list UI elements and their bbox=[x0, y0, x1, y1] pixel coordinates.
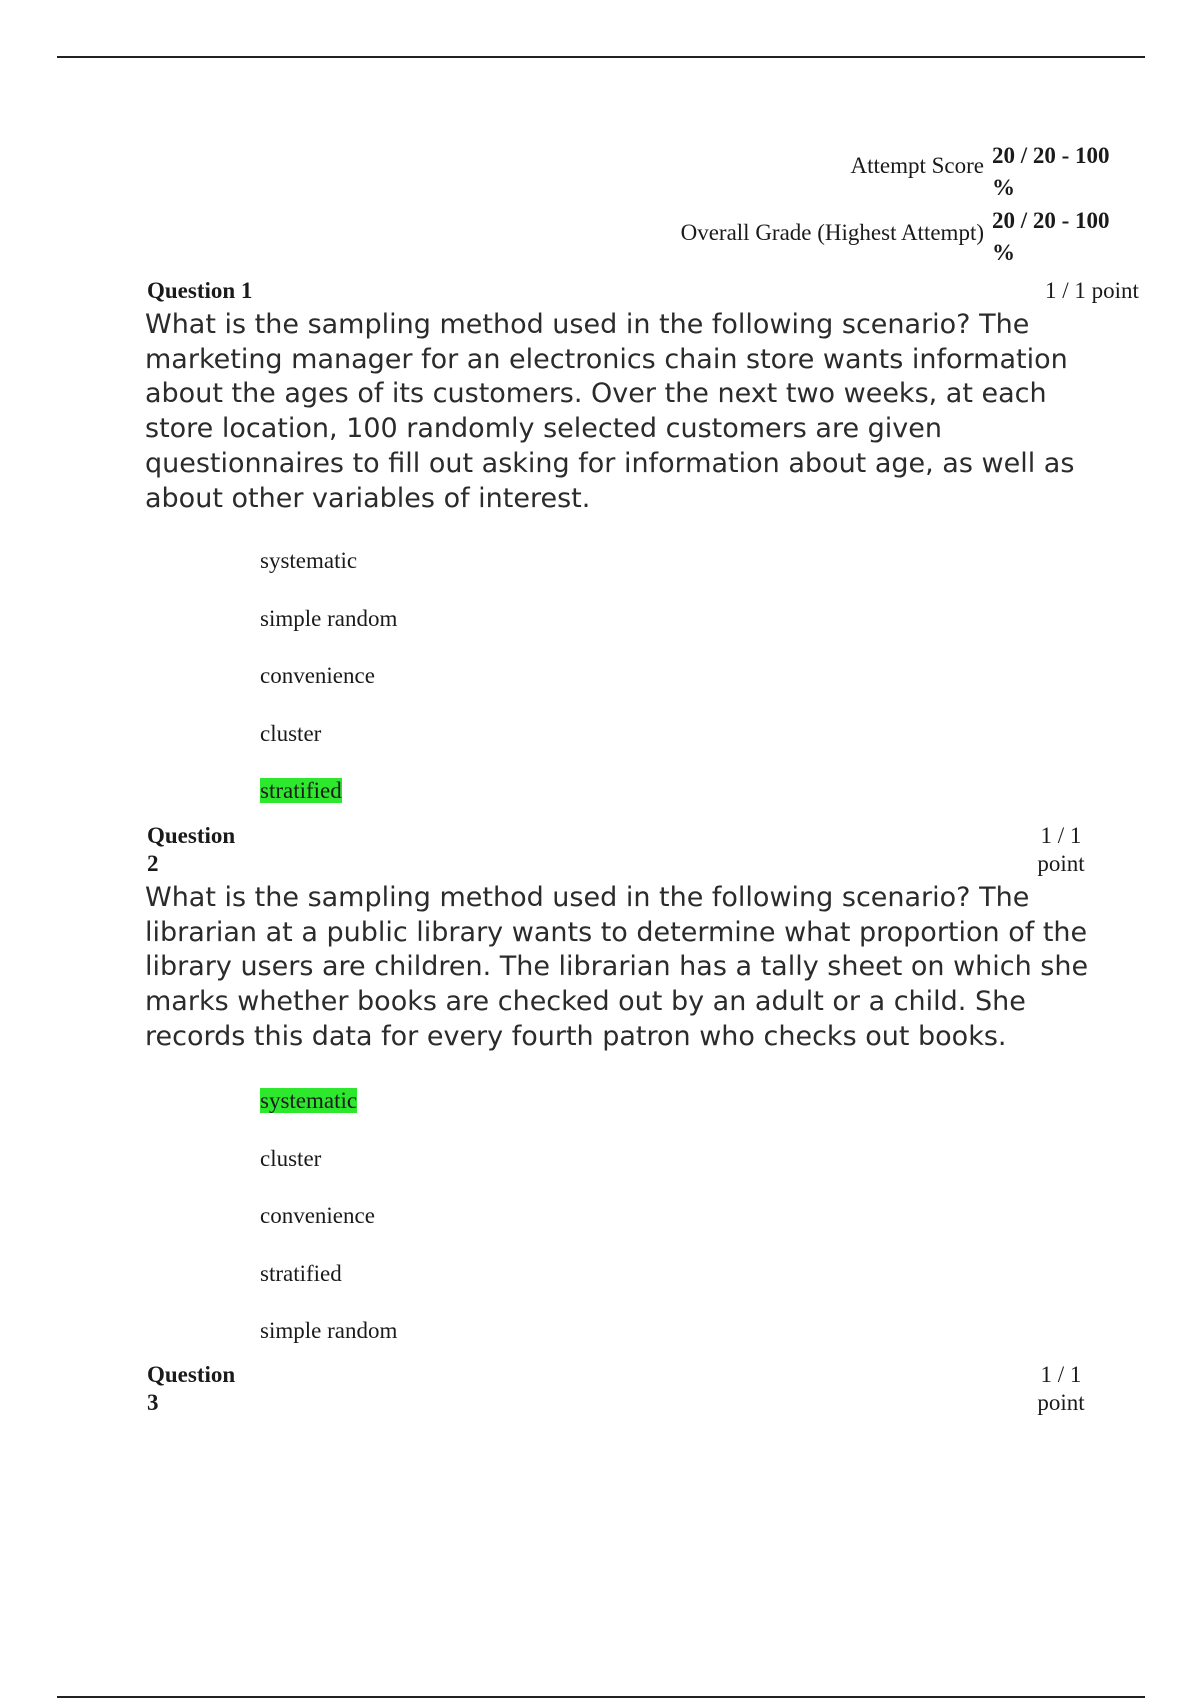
question-3-title-line2: 3 bbox=[147, 1390, 159, 1415]
bottom-rule bbox=[57, 1696, 1145, 1698]
option-label: convenience bbox=[260, 1203, 375, 1228]
attempt-score-label: Attempt Score bbox=[850, 153, 984, 178]
top-rule bbox=[57, 56, 1145, 58]
question-3-points-line2: point bbox=[1037, 1390, 1085, 1415]
overall-grade-value bbox=[992, 205, 1132, 269]
question-2-title-line2: 2 bbox=[147, 851, 159, 876]
attempt-score-value-line2: % bbox=[992, 175, 1015, 200]
question-3-title bbox=[147, 1361, 235, 1417]
question-1-option[interactable] bbox=[260, 662, 397, 720]
question-2-option[interactable] bbox=[260, 1317, 397, 1375]
option-label: simple random bbox=[260, 1318, 398, 1343]
option-label: stratified bbox=[260, 1260, 342, 1286]
question-3-title-line1: Question bbox=[147, 1362, 236, 1387]
question-2-option[interactable] bbox=[260, 1145, 397, 1203]
question-2-options bbox=[260, 1087, 397, 1375]
selected-answer-highlight: systematic bbox=[260, 1088, 358, 1113]
question-2-option-selected[interactable] bbox=[260, 1087, 397, 1145]
question-1-text: What is the sampling method used in the following scenario? The marketing manager for an electronics chain store wants information about the ages of its customers. Over the next two weeks, at each store location, 100 randomly selected customers are given questionnaires to fill out asking for information about age, as well as about other variables of interest. bbox=[145, 309, 1075, 514]
question-3-points-line1: 1 / 1 bbox=[1040, 1362, 1082, 1387]
selected-answer-highlight: stratified bbox=[260, 778, 342, 803]
question-2-points-line1: 1 / 1 bbox=[1040, 823, 1082, 848]
option-label: systematic bbox=[260, 548, 358, 573]
option-label: cluster bbox=[260, 720, 322, 746]
question-2-title-line1: Question bbox=[147, 823, 236, 848]
question-2-option[interactable] bbox=[260, 1202, 397, 1260]
question-1-title: Question 1 bbox=[147, 278, 253, 303]
option-label: convenience bbox=[260, 663, 375, 688]
question-1-options bbox=[260, 547, 397, 835]
question-2-option[interactable] bbox=[260, 1260, 397, 1318]
question-1-option[interactable] bbox=[260, 547, 397, 605]
attempt-score-value-line1: 20 / 20 - 100 bbox=[992, 143, 1110, 168]
question-1-option-selected[interactable] bbox=[260, 777, 397, 835]
question-3-points bbox=[1025, 1361, 1097, 1417]
attempt-score-value bbox=[992, 140, 1132, 204]
overall-grade-label: Overall Grade (Highest Attempt) bbox=[680, 220, 984, 245]
question-2-text: What is the sampling method used in the following scenario? The librarian at a public library wants to determine what proportion of the library users are children. The librarian has a tally sheet on which she marks whether books are checked out by an adult or a child. She records this data for every fourth patron who checks out books. bbox=[145, 882, 1089, 1052]
overall-grade-value-line1: 20 / 20 - 100 bbox=[992, 208, 1110, 233]
question-2-points-line2: point bbox=[1037, 851, 1085, 876]
question-2-title bbox=[147, 822, 235, 878]
option-label: cluster bbox=[260, 1145, 322, 1171]
overall-grade-value-line2: % bbox=[992, 240, 1015, 265]
question-1-points: 1 / 1 point bbox=[1045, 278, 1139, 303]
question-1-option[interactable] bbox=[260, 605, 397, 663]
question-2-points bbox=[1025, 822, 1097, 878]
question-1-option[interactable] bbox=[260, 720, 397, 778]
option-label: simple random bbox=[260, 605, 398, 631]
